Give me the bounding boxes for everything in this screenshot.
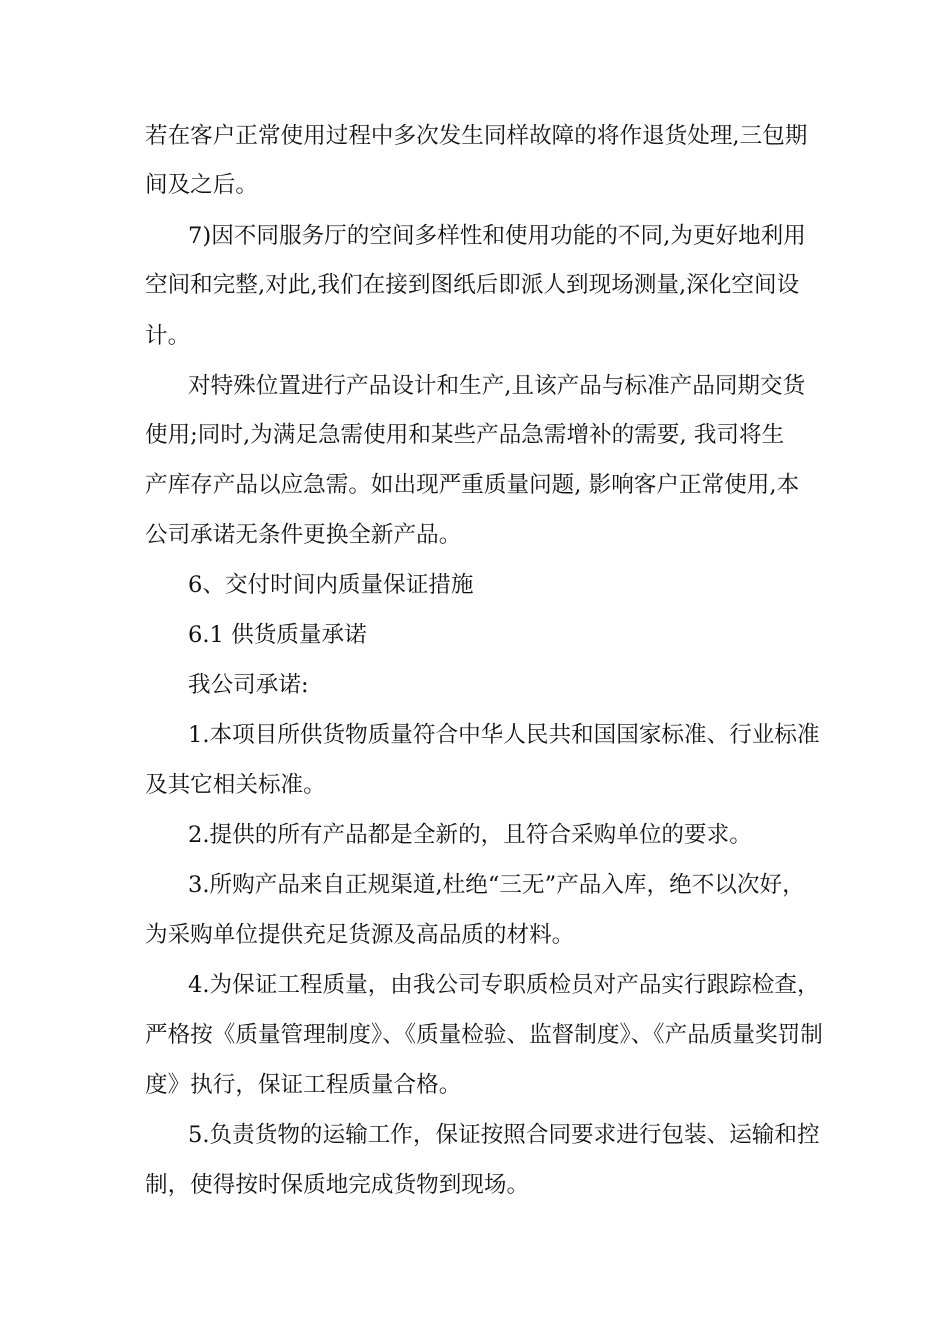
list-item-line: 制，使得按时保质地完成货物到现场。 xyxy=(145,1172,530,1198)
list-item-line: 5.负责货物的运输工作，保证按照合同要求进行包装、运输和控 xyxy=(188,1122,820,1148)
list-item-line: 及其它相关标准。 xyxy=(145,772,326,798)
list-item-line: 严格按《质量管理制度》、《质量检验、监督制度》、《产品质量奖罚制 xyxy=(145,1022,823,1048)
paragraph-line: 计。 xyxy=(145,323,191,349)
subsection-heading: 6.1 供货质量承诺 xyxy=(188,622,367,648)
paragraph-line: 若在客户正常使用过程中多次发生同样故障的将作退货处理,三包期 xyxy=(145,123,808,149)
paragraph-line: 对特殊位置进行产品设计和生产,且该产品与标准产品同期交货 xyxy=(188,373,806,399)
list-item-line: 为采购单位提供充足货源及高品质的材料。 xyxy=(145,922,575,948)
list-item-line: 4.为保证工程质量，由我公司专职质检员对产品实行跟踪检查， xyxy=(188,972,820,998)
list-item-line: 1.本项目所供货物质量符合中华人民共和国国家标准、行业标准 xyxy=(188,722,820,748)
paragraph-line: 我公司承诺: xyxy=(188,672,309,698)
section-heading: 6、交付时间内质量保证措施 xyxy=(188,572,474,598)
paragraph-line: 间及之后。 xyxy=(145,172,258,198)
list-item-line: 2.提供的所有产品都是全新的，且符合采购单位的要求。 xyxy=(188,822,752,848)
paragraph-line: 公司承诺无条件更换全新产品。 xyxy=(145,522,462,548)
paragraph-line: 产库存产品以应急需。如出现严重质量问题, 影响客户正常使用,本 xyxy=(145,472,800,498)
paragraph-line: 空间和完整,对此,我们在接到图纸后即派人到现场测量,深化空间设 xyxy=(145,272,800,298)
paragraph-line: 7)因不同服务厅的空间多样性和使用功能的不同,为更好地利用 xyxy=(188,223,806,249)
list-item-line: 3.所购产品来自正规渠道,杜绝“三无”产品入库，绝不以次好， xyxy=(188,872,805,898)
paragraph-line: 使用;同时,为满足急需使用和某些产品急需增补的需要, 我司将生 xyxy=(145,422,785,448)
list-item-line: 度》执行，保证工程质量合格。 xyxy=(145,1072,462,1098)
